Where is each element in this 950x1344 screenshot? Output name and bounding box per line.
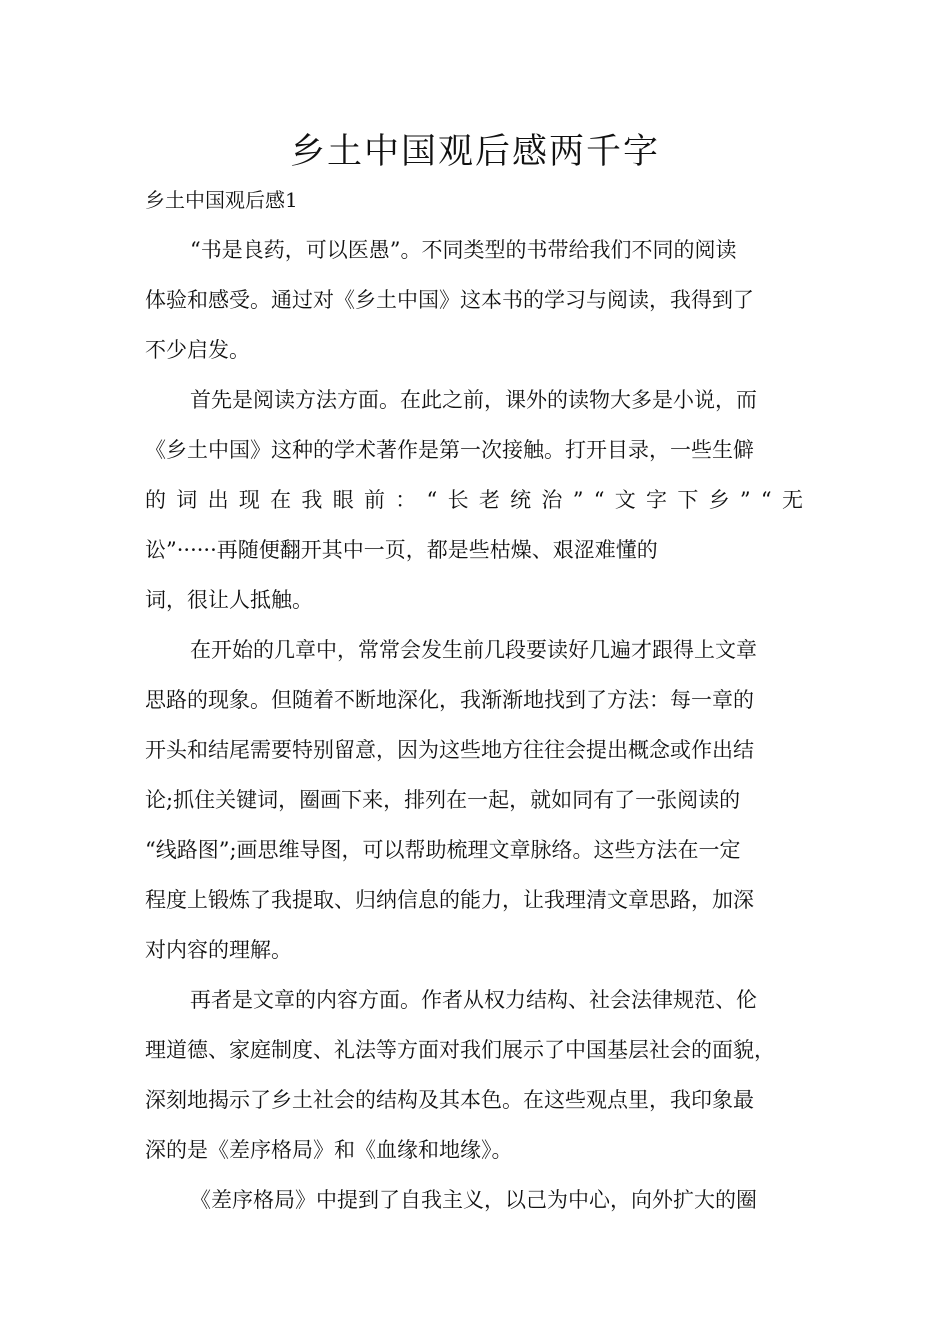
section-heading: 乡土中国观后感1 xyxy=(145,188,298,212)
text-line: “线路图”;画思维导图，可以帮助梳理文章脉络。这些方法在一定 xyxy=(145,838,741,862)
text-line: 首先是阅读方法方面。在此之前，课外的读物大多是小说，而 xyxy=(190,388,757,412)
text-line: 《差序格局》中提到了自我主义，以己为中心，向外扩大的圈 xyxy=(190,1188,757,1212)
text-char: ” xyxy=(572,488,584,512)
text-char: 乡 xyxy=(708,488,730,512)
text-line: 不少启发。 xyxy=(145,338,250,362)
text-line: 体验和感受。通过对《乡土中国》这本书的学习与阅读，我得到了 xyxy=(145,288,754,312)
text-char: “ xyxy=(760,488,772,512)
text-char: 下 xyxy=(677,488,699,512)
text-char: 前 xyxy=(363,488,385,512)
text-char: 文 xyxy=(614,488,636,512)
text-char: ” xyxy=(739,488,751,512)
text-line: 论;抓住关键词，圈画下来，排列在一起，就如同有了一张阅读的 xyxy=(145,788,741,812)
text-line: 《乡土中国》这种的学术著作是第一次接触。打开目录，一些生僻 xyxy=(145,438,754,462)
text-line: “书是良药，可以医愚”。不同类型的书带给我们不同的阅读 xyxy=(190,238,737,262)
text-char: “ xyxy=(426,488,438,512)
text-char: 治 xyxy=(541,488,563,512)
text-line: 深的是《差序格局》和《血缘和地缘》。 xyxy=(145,1138,513,1162)
text-char: 我 xyxy=(301,488,323,512)
text-char: “ xyxy=(593,488,605,512)
text-char: 出 xyxy=(207,488,229,512)
page-title: 乡土中国观后感两千字 xyxy=(289,132,660,172)
text-line: 理道德、家庭制度、礼法等方面对我们展示了中国基层社会的面貌， xyxy=(145,1038,775,1062)
text-char: ： xyxy=(395,488,417,512)
text-char: 的 xyxy=(145,488,166,512)
text-line: 在开始的几章中，常常会发生前几段要读好几遍才跟得上文章 xyxy=(190,638,757,662)
text-line: 对内容的理解。 xyxy=(145,938,292,962)
text-char: 无 xyxy=(781,488,803,512)
text-char: 字 xyxy=(646,488,668,512)
text-line: 讼”······再随便翻开其中一页，都是些枯燥、艰涩难懂的 xyxy=(145,538,658,562)
text-line: 词，很让人抵触。 xyxy=(145,588,313,612)
text-char: 老 xyxy=(478,488,500,512)
text-char: 眼 xyxy=(332,488,354,512)
text-line: 再者是文章的内容方面。作者从权力结构、社会法律规范、伦 xyxy=(190,988,757,1012)
text-char: 现 xyxy=(238,488,260,512)
text-char: 长 xyxy=(447,488,469,512)
text-char: 统 xyxy=(510,488,532,512)
text-char: 在 xyxy=(270,488,292,512)
text-line: 深刻地揭示了乡土社会的结构及其本色。在这些观点里，我印象最 xyxy=(145,1088,754,1112)
text-line-spaced xyxy=(145,484,803,516)
text-line: 开头和结尾需要特别留意，因为这些地方往往会提出概念或作出结 xyxy=(145,738,754,762)
text-char: 词 xyxy=(176,488,198,512)
text-line: 程度上锻炼了我提取、归纳信息的能力，让我理清文章思路，加深 xyxy=(145,888,754,912)
text-line: 思路的现象。但随着不断地深化，我渐渐地找到了方法：每一章的 xyxy=(145,688,754,712)
